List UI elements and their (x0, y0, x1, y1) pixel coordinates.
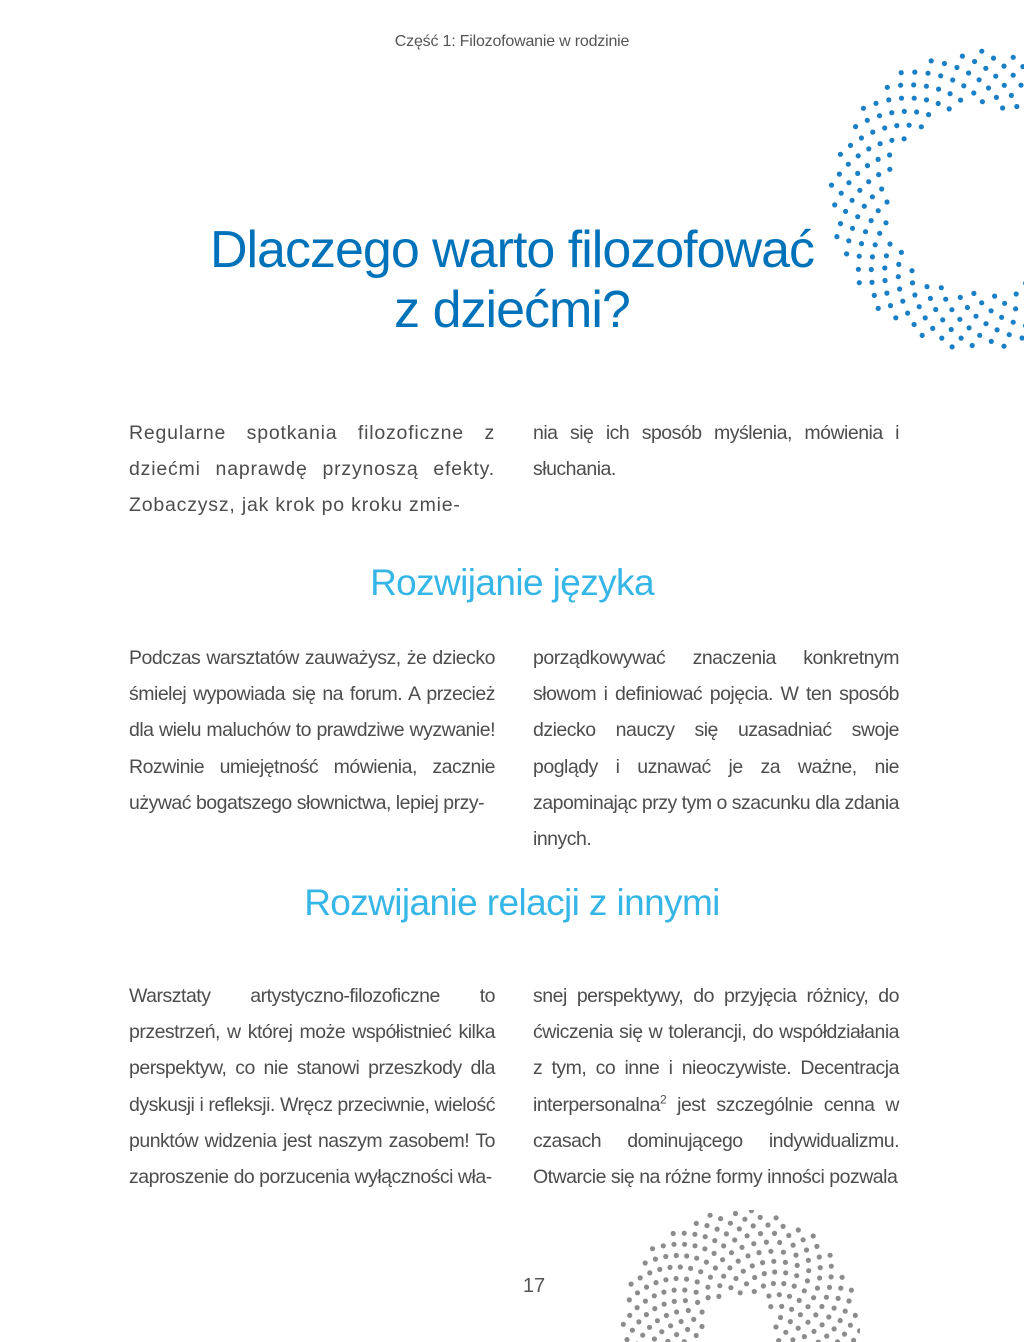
blue-dot (870, 194, 875, 199)
blue-dot (857, 188, 862, 193)
grey-dot (793, 1253, 798, 1258)
grey-dot (819, 1304, 824, 1309)
grey-dot (832, 1306, 837, 1311)
grey-dot (644, 1312, 649, 1317)
grey-dot (749, 1210, 754, 1213)
blue-dot (853, 124, 858, 129)
grey-dot (786, 1233, 791, 1238)
blue-dot (972, 59, 977, 64)
page-number: 17 (522, 1275, 546, 1297)
blue-dot (865, 163, 870, 168)
blue-dot (886, 97, 891, 102)
grey-dot (796, 1227, 801, 1232)
grey-dot (768, 1304, 773, 1309)
blue-dot (887, 152, 892, 157)
grey-dot (741, 1269, 746, 1274)
grey-dot (764, 1240, 769, 1245)
footnote-marker: 2 (659, 1092, 667, 1107)
grey-dot (750, 1263, 755, 1268)
grey-dot (650, 1246, 655, 1251)
grey-dot (715, 1227, 720, 1232)
grey-dot (704, 1223, 709, 1228)
blue-dot (961, 83, 966, 88)
blue-dot (948, 91, 953, 96)
blue-dot (950, 344, 955, 349)
grey-dot (661, 1243, 666, 1248)
blue-dot (977, 77, 982, 82)
title-line-2: z dziećmi? (394, 281, 630, 339)
blue-dot (983, 321, 988, 326)
grey-dot (806, 1258, 811, 1263)
grey-dot (745, 1253, 750, 1258)
grey-dot (777, 1240, 782, 1245)
blue-dot (889, 138, 894, 143)
grey-dot (745, 1233, 750, 1238)
grey-dot (737, 1226, 742, 1231)
grey-dot (776, 1338, 781, 1342)
blue-dot (954, 65, 959, 70)
grey-dot (732, 1237, 737, 1242)
grey-dot (672, 1299, 677, 1304)
language-paragraph-right: porządkowywać znaczenia konkretnym słowom i definiować pojęcia. W ten sposób dziecko nauczy się uzasadniać swoje poglądy i uznawać je za ważne, nie zapominając przy tym o szacunku dla zdania innych. (533, 647, 899, 851)
grey-dot (647, 1325, 652, 1330)
blue-dot (873, 101, 878, 106)
blue-dot (859, 135, 864, 140)
grey-dot (708, 1213, 713, 1218)
blue-dot (995, 327, 1000, 332)
blue-dot (979, 300, 984, 305)
grey-dot (703, 1234, 708, 1239)
grey-dot (795, 1263, 800, 1268)
grey-dot (843, 1309, 848, 1314)
grey-dot (662, 1302, 667, 1307)
grey-dot (848, 1323, 853, 1328)
blue-dot (846, 180, 851, 185)
grey-dot (668, 1323, 673, 1328)
blue-dot (894, 123, 899, 128)
grey-dot (838, 1318, 843, 1323)
blue-dot (929, 58, 934, 63)
blue-dot (965, 305, 970, 310)
grey-dot (712, 1251, 717, 1256)
blue-dot (829, 183, 834, 188)
section-heading-relations: Rozwijanie relacji z innymi (304, 882, 720, 923)
grey-dot (805, 1320, 810, 1325)
blue-dot (942, 61, 947, 66)
grey-dot (682, 1231, 687, 1236)
blue-dot (846, 162, 851, 167)
blue-dot (876, 172, 881, 177)
blue-dot (970, 343, 975, 348)
grey-dot (655, 1318, 660, 1323)
grey-dot (682, 1242, 687, 1247)
grey-dot (729, 1250, 734, 1255)
blue-dot (924, 97, 929, 102)
grey-dot (781, 1224, 786, 1229)
grey-dot (653, 1257, 658, 1262)
grey-dot (804, 1247, 809, 1252)
blue-dot (876, 208, 881, 213)
grey-dot (765, 1222, 770, 1227)
blue-dot (919, 124, 924, 129)
grey-dot (683, 1298, 688, 1303)
grey-dot (713, 1265, 718, 1270)
blue-dot (1002, 83, 1007, 88)
blue-dot (980, 99, 985, 104)
grey-dot (791, 1243, 796, 1248)
blue-dot (876, 157, 881, 162)
blue-dot (856, 153, 861, 158)
grey-dot (820, 1322, 825, 1327)
grey-dot (739, 1245, 744, 1250)
grey-dot (727, 1265, 732, 1270)
grey-dot (857, 1328, 860, 1333)
running-header: Część 1: Filozofowanie w rodzinie (394, 33, 630, 50)
grey-dot (756, 1250, 761, 1255)
grey-dot (724, 1231, 729, 1236)
grey-dot (778, 1315, 783, 1320)
blue-dot (1001, 64, 1006, 69)
grey-dot (720, 1257, 725, 1262)
grey-dot (667, 1265, 672, 1270)
grey-dot (694, 1333, 699, 1338)
grey-dot (801, 1237, 806, 1242)
grey-dot (811, 1329, 816, 1334)
grey-dot (643, 1299, 648, 1304)
grey-dot (832, 1326, 837, 1331)
blue-dot (837, 172, 842, 177)
blue-dot (866, 146, 871, 151)
grey-dot (694, 1256, 699, 1261)
grey-dot (621, 1322, 626, 1327)
grey-dot (688, 1266, 693, 1271)
blue-dot (973, 314, 978, 319)
blue-dot (865, 118, 870, 123)
grey-dot (828, 1253, 833, 1258)
grey-dot (813, 1312, 818, 1317)
grey-dot (768, 1249, 773, 1254)
blue-dot (1000, 105, 1005, 110)
language-paragraph-left: Podczas warsztatów zauważysz, że dziecko śmielej wypowiada się na forum. A przecież dla wielu maluchów to prawdziwe wyzwanie! Rozwinie umiejętność mówienia, zacznie używać bogatszego słownictwa, lepiej przy- (129, 647, 495, 814)
grey-dot (630, 1328, 635, 1333)
grey-dot (712, 1238, 717, 1243)
grey-dot (657, 1267, 662, 1272)
grey-dot (829, 1264, 834, 1269)
blue-dot (967, 325, 972, 330)
blue-dot (866, 179, 871, 184)
grey-dot (691, 1317, 696, 1322)
blue-dot (907, 123, 912, 128)
grey-dot (818, 1265, 823, 1270)
blue-dot (999, 315, 1004, 320)
intro-paragraph-right: nia się ich sposób myślenia, mówienia i słuchania. (533, 422, 899, 481)
grey-dot (627, 1313, 632, 1318)
grey-dot (674, 1253, 679, 1258)
grey-dot (758, 1215, 763, 1220)
blue-dot (992, 294, 997, 299)
blue-dot (1020, 335, 1024, 340)
blue-dot (1011, 73, 1016, 78)
relations-text-after-footnote: jest szczególnie cenna w czasach dominującego indywidualizmu. Otwarcie się na różne formy inności pozwala (533, 1093, 899, 1189)
grey-dot (704, 1260, 709, 1265)
grey-dot (783, 1330, 788, 1335)
grey-dot (699, 1324, 704, 1329)
blue-dot (887, 167, 892, 172)
grey-dot (663, 1254, 668, 1259)
grey-dot (627, 1297, 632, 1302)
blue-dot (912, 70, 917, 75)
blue-dot (925, 71, 930, 76)
blue-dot (898, 83, 903, 88)
blue-dot (947, 106, 952, 111)
grey-dot (751, 1223, 756, 1228)
blue-dot (993, 74, 998, 79)
blue-dot (950, 77, 955, 82)
blue-dot (1014, 104, 1019, 109)
blue-dot (1002, 301, 1007, 306)
title-line-1: Dlaczego warto filozofować (209, 221, 815, 279)
grey-dot (789, 1307, 794, 1312)
relations-text-before-footnote: snej perspektywy, do przyjęcia różnicy, do ćwiczenia się w tolerancji, do współdziałania z tym, co inne i nieoczywiste. Decentracja interpersonalna (533, 985, 899, 1116)
grey-dot (678, 1264, 683, 1269)
grey-dot (692, 1243, 697, 1248)
blue-dot (1018, 83, 1023, 88)
blue-dot (989, 339, 994, 344)
grey-dot (797, 1298, 802, 1303)
grey-dot (798, 1312, 803, 1317)
blue-dot (899, 96, 904, 101)
blue-dot (862, 204, 867, 209)
blue-dot (902, 136, 907, 141)
blue-dot (1001, 344, 1006, 349)
grey-dot (635, 1305, 640, 1310)
section-heading-language: Rozwijanie języka (370, 562, 654, 603)
blue-dot (971, 90, 976, 95)
grey-dot (773, 1324, 778, 1329)
grey-dot (817, 1254, 822, 1259)
grey-dot (851, 1338, 856, 1342)
grey-dot (643, 1260, 648, 1265)
blue-dot (912, 96, 917, 101)
blue-dot (1013, 306, 1018, 311)
blue-dot (966, 70, 971, 75)
blue-dot (1014, 291, 1019, 296)
grey-dot (733, 1211, 738, 1216)
grey-dot (694, 1221, 699, 1226)
blue-dot (986, 85, 991, 90)
blue-dot (861, 106, 866, 111)
blue-dot (914, 109, 919, 114)
grey-dot (702, 1246, 707, 1251)
grey-dot (772, 1269, 777, 1274)
blue-dot (885, 85, 890, 90)
blue-dot (938, 73, 943, 78)
grey-dot (814, 1244, 819, 1249)
grey-dot (846, 1298, 851, 1303)
grey-dot (671, 1231, 676, 1236)
grey-dot (664, 1313, 669, 1318)
grey-dot (811, 1233, 816, 1238)
grey-dot (718, 1216, 723, 1221)
blue-dot (850, 198, 855, 203)
grey-dot (824, 1334, 829, 1339)
grey-dot (679, 1319, 684, 1324)
blue-dot (855, 171, 860, 176)
grey-dot (779, 1304, 784, 1309)
blue-dot (882, 125, 887, 130)
blue-dot (877, 113, 882, 118)
blue-dot (960, 54, 965, 59)
blue-dot (1009, 93, 1014, 98)
grey-dot (692, 1232, 697, 1237)
grey-dot (698, 1269, 703, 1274)
grey-dot (721, 1243, 726, 1248)
relations-paragraph-right (533, 978, 899, 1195)
blue-dot (839, 191, 844, 196)
blue-dot (924, 84, 929, 89)
grey-dot (826, 1314, 831, 1319)
grey-dot (771, 1259, 776, 1264)
intro-paragraph-left: Regularne spotkania filozoficzne z dziećmi naprawdę przynoszą efekty. Zobaczysz, jak krok po kroku zmie- (129, 422, 495, 517)
blue-dot (936, 87, 941, 92)
grey-dot (652, 1306, 657, 1311)
blue-dot (994, 95, 999, 100)
grey-dot (624, 1337, 629, 1342)
blue-dot (878, 141, 883, 146)
grey-dot (728, 1221, 733, 1226)
grey-dot (842, 1332, 847, 1337)
blue-dot (983, 66, 988, 71)
grey-dot (805, 1304, 810, 1309)
grey-dot (695, 1300, 700, 1305)
blue-dot (958, 98, 963, 103)
grey-dot (796, 1326, 801, 1331)
blue-dot (902, 109, 907, 114)
blue-dot (977, 333, 982, 338)
blue-dot (879, 186, 884, 191)
blue-dot (1011, 55, 1016, 60)
blue-dot (843, 209, 848, 214)
grey-dot (751, 1241, 756, 1246)
blue-dot (1011, 320, 1016, 325)
blue-dot (926, 112, 931, 117)
blue-dot (911, 82, 916, 87)
blue-dot (838, 152, 843, 157)
blue-dot (1007, 332, 1012, 337)
grey-dot (684, 1253, 689, 1258)
grey-dot (636, 1319, 641, 1324)
grey-dot (652, 1336, 657, 1341)
grey-dot (790, 1337, 795, 1342)
grey-dot (700, 1309, 705, 1314)
page-title (60, 220, 964, 340)
grey-dot (674, 1332, 679, 1337)
grey-dot (671, 1242, 676, 1247)
grey-dot (742, 1217, 747, 1222)
grey-dot (772, 1231, 777, 1236)
blue-dot (832, 202, 837, 207)
relations-paragraph-left: Warsztaty artystyczno-filozoficzne to przestrzeń, w której może współistnieć kilka perspektyw, co nie stanowi przeszkody dla dyskusji i refleksji. Wręcz przeciwnie, wielość punktów widzenia jest naszym zasobem! To zaproszenie do porzucenia wyłączności wła- (129, 985, 495, 1189)
grey-dot (736, 1259, 741, 1264)
grey-dot (802, 1334, 807, 1339)
grey-dot (806, 1268, 811, 1273)
grey-dot (640, 1333, 645, 1338)
blue-dot (848, 143, 853, 148)
grey-dot (853, 1313, 858, 1318)
blue-dot (936, 101, 941, 106)
grey-dot (659, 1329, 664, 1334)
grey-dot (686, 1308, 691, 1313)
blue-dot (884, 199, 889, 204)
grey-dot (674, 1309, 679, 1314)
grey-dot (760, 1260, 765, 1265)
grey-dot (685, 1327, 690, 1332)
blue-dot (855, 214, 860, 219)
blue-dot (899, 70, 904, 75)
grey-dot (758, 1231, 763, 1236)
blue-dot (989, 308, 994, 313)
blue-dot (870, 130, 875, 135)
blue-dot (1020, 64, 1024, 69)
grey-dot (781, 1250, 786, 1255)
grey-dot (788, 1319, 793, 1324)
blue-dot (991, 56, 996, 61)
grey-dot (783, 1260, 788, 1265)
blue-dot (889, 110, 894, 115)
blue-dot (971, 291, 976, 296)
grey-dot (774, 1215, 779, 1220)
